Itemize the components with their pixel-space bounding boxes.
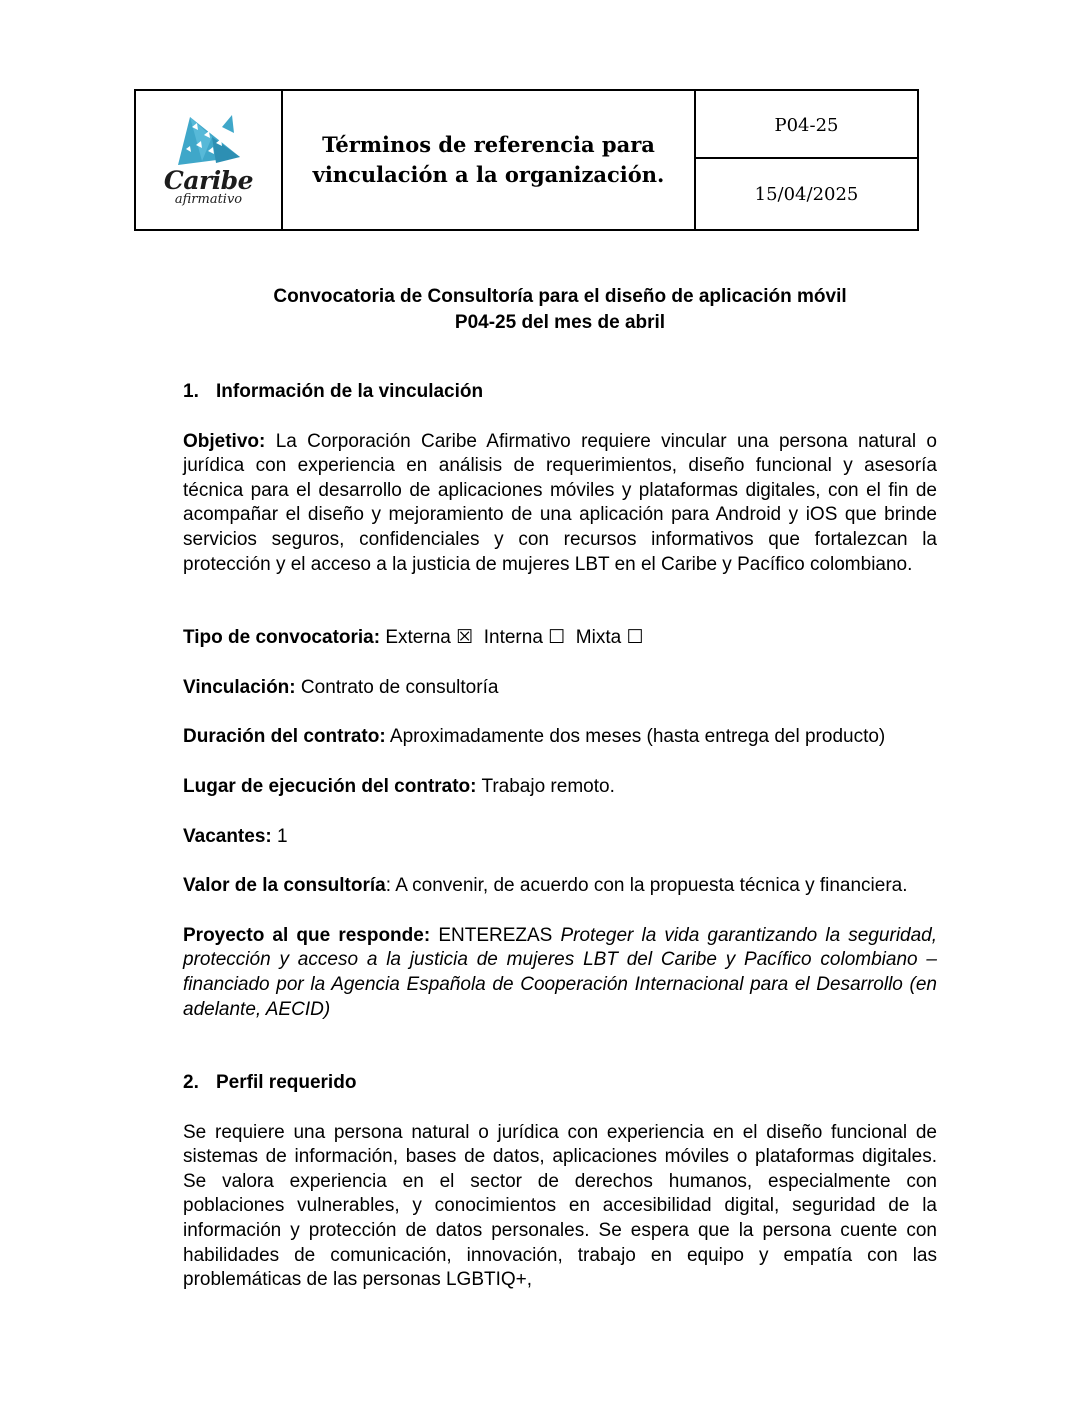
duracion-text: Aproximadamente dos meses (hasta entrega del producto) [389,726,886,748]
vacantes [183,825,937,850]
section-2-title: Perfil requerido [216,1072,357,1094]
document-date: 15/04/2025 [754,183,859,205]
lugar [183,775,937,800]
section-2-heading [183,1071,937,1096]
section-1-number: 1. [183,381,199,402]
tipo-mixta: Mixta [575,627,622,649]
vacantes-label: Vacantes: [183,825,272,847]
section-2-number: 2. [183,1072,199,1094]
valor-text: : A convenir, de acuerdo con la propuesta técnica y financiera. [385,875,908,897]
main-title [183,284,937,336]
main-title-line-1: Convocatoria de Consultoría para el diseño de aplicación móvil [273,286,847,307]
perfil-paragraph: Se requiere una persona natural o jurídica con experiencia en el diseño funcional de sistemas de información, bases de datos, aplicaciones móviles o plataformas digitales. Se valora experiencia en el sector de derechos humanos, especialmente con poblaciones vulnerables, y conocimientos en accesibilidad digital, seguridad de la información y protección de datos personales. Se espera que la persona cuente con habilidades de comunicación, innovación, trabajo en equipo y empatía con las problemáticas de las personas LGBTIQ+, [183,1121,937,1291]
interna-checkbox: ☐ [548,627,566,649]
tipo-label: Tipo de convocatoria: [183,627,381,649]
objetivo-paragraph [183,430,937,578]
section-1-title: Información de la vinculación [216,381,484,402]
objetivo-text: La Corporación Caribe Afirmativo requiere vincular una persona natural o jurídica con experiencia en análisis de requerimientos, diseño funcional y asesoría técnica para el desarrollo de aplicaciones móviles y plataformas digitales, con el fin de acompañar el diseño y mejoramiento de una aplicación para Android y iOS que brinde servicios seguros, confidenciales y con recursos informativos que fortalezcan la protección y el acceso a la justicia de mujeres LBT en el Caribe y Pacífico colombiano. [183,430,937,575]
proyecto-description: Proteger la vida garantizando la seguridad, protección y acceso a la justicia de mujeres LBT del Caribe y Pacífico colombiano – financiado por la Agencia Española de Cooperación Internacional para el Desarrollo (en adelante, AECID) [183,924,938,1020]
main-title-line-2: P04-25 del mes de abril [454,312,666,333]
logo-triangle-icon [172,113,246,169]
proyecto-label: Proyecto al que responde: [183,924,431,946]
duracion-label: Duración del contrato: [183,726,386,748]
vinculacion-label: Vinculación: [183,676,296,698]
logo-subtitle: afirmativo [174,192,243,207]
duracion [183,725,958,750]
logo-word: Caribe [163,166,254,195]
tipo-externa: Externa [385,627,451,649]
proyecto [183,924,937,1022]
logo [136,91,283,229]
lugar-text: Trabajo remoto. [481,775,615,797]
vinculacion [183,676,937,701]
header-table [134,89,919,231]
section-1-heading [183,380,937,405]
tipo-convocatoria [183,626,937,651]
document-code: P04-25 [696,91,917,159]
proyecto-name: ENTEREZAS [438,924,553,946]
mixta-checkbox: ☐ [626,627,644,649]
vinculacion-text: Contrato de consultoría [300,676,499,698]
valor [183,874,937,899]
externa-checkbox: ☒ [456,627,474,649]
objetivo-label: Objetivo: [183,430,266,452]
valor-label: Valor de la consultoría [183,875,386,897]
content [183,380,937,1293]
tipo-interna: Interna [483,627,543,649]
vacantes-text: 1 [277,825,288,847]
lugar-label: Lugar de ejecución del contrato: [183,775,477,797]
document-meta [696,91,917,229]
document-title: Términos de referencia para vinculación a la organización. [283,91,696,229]
